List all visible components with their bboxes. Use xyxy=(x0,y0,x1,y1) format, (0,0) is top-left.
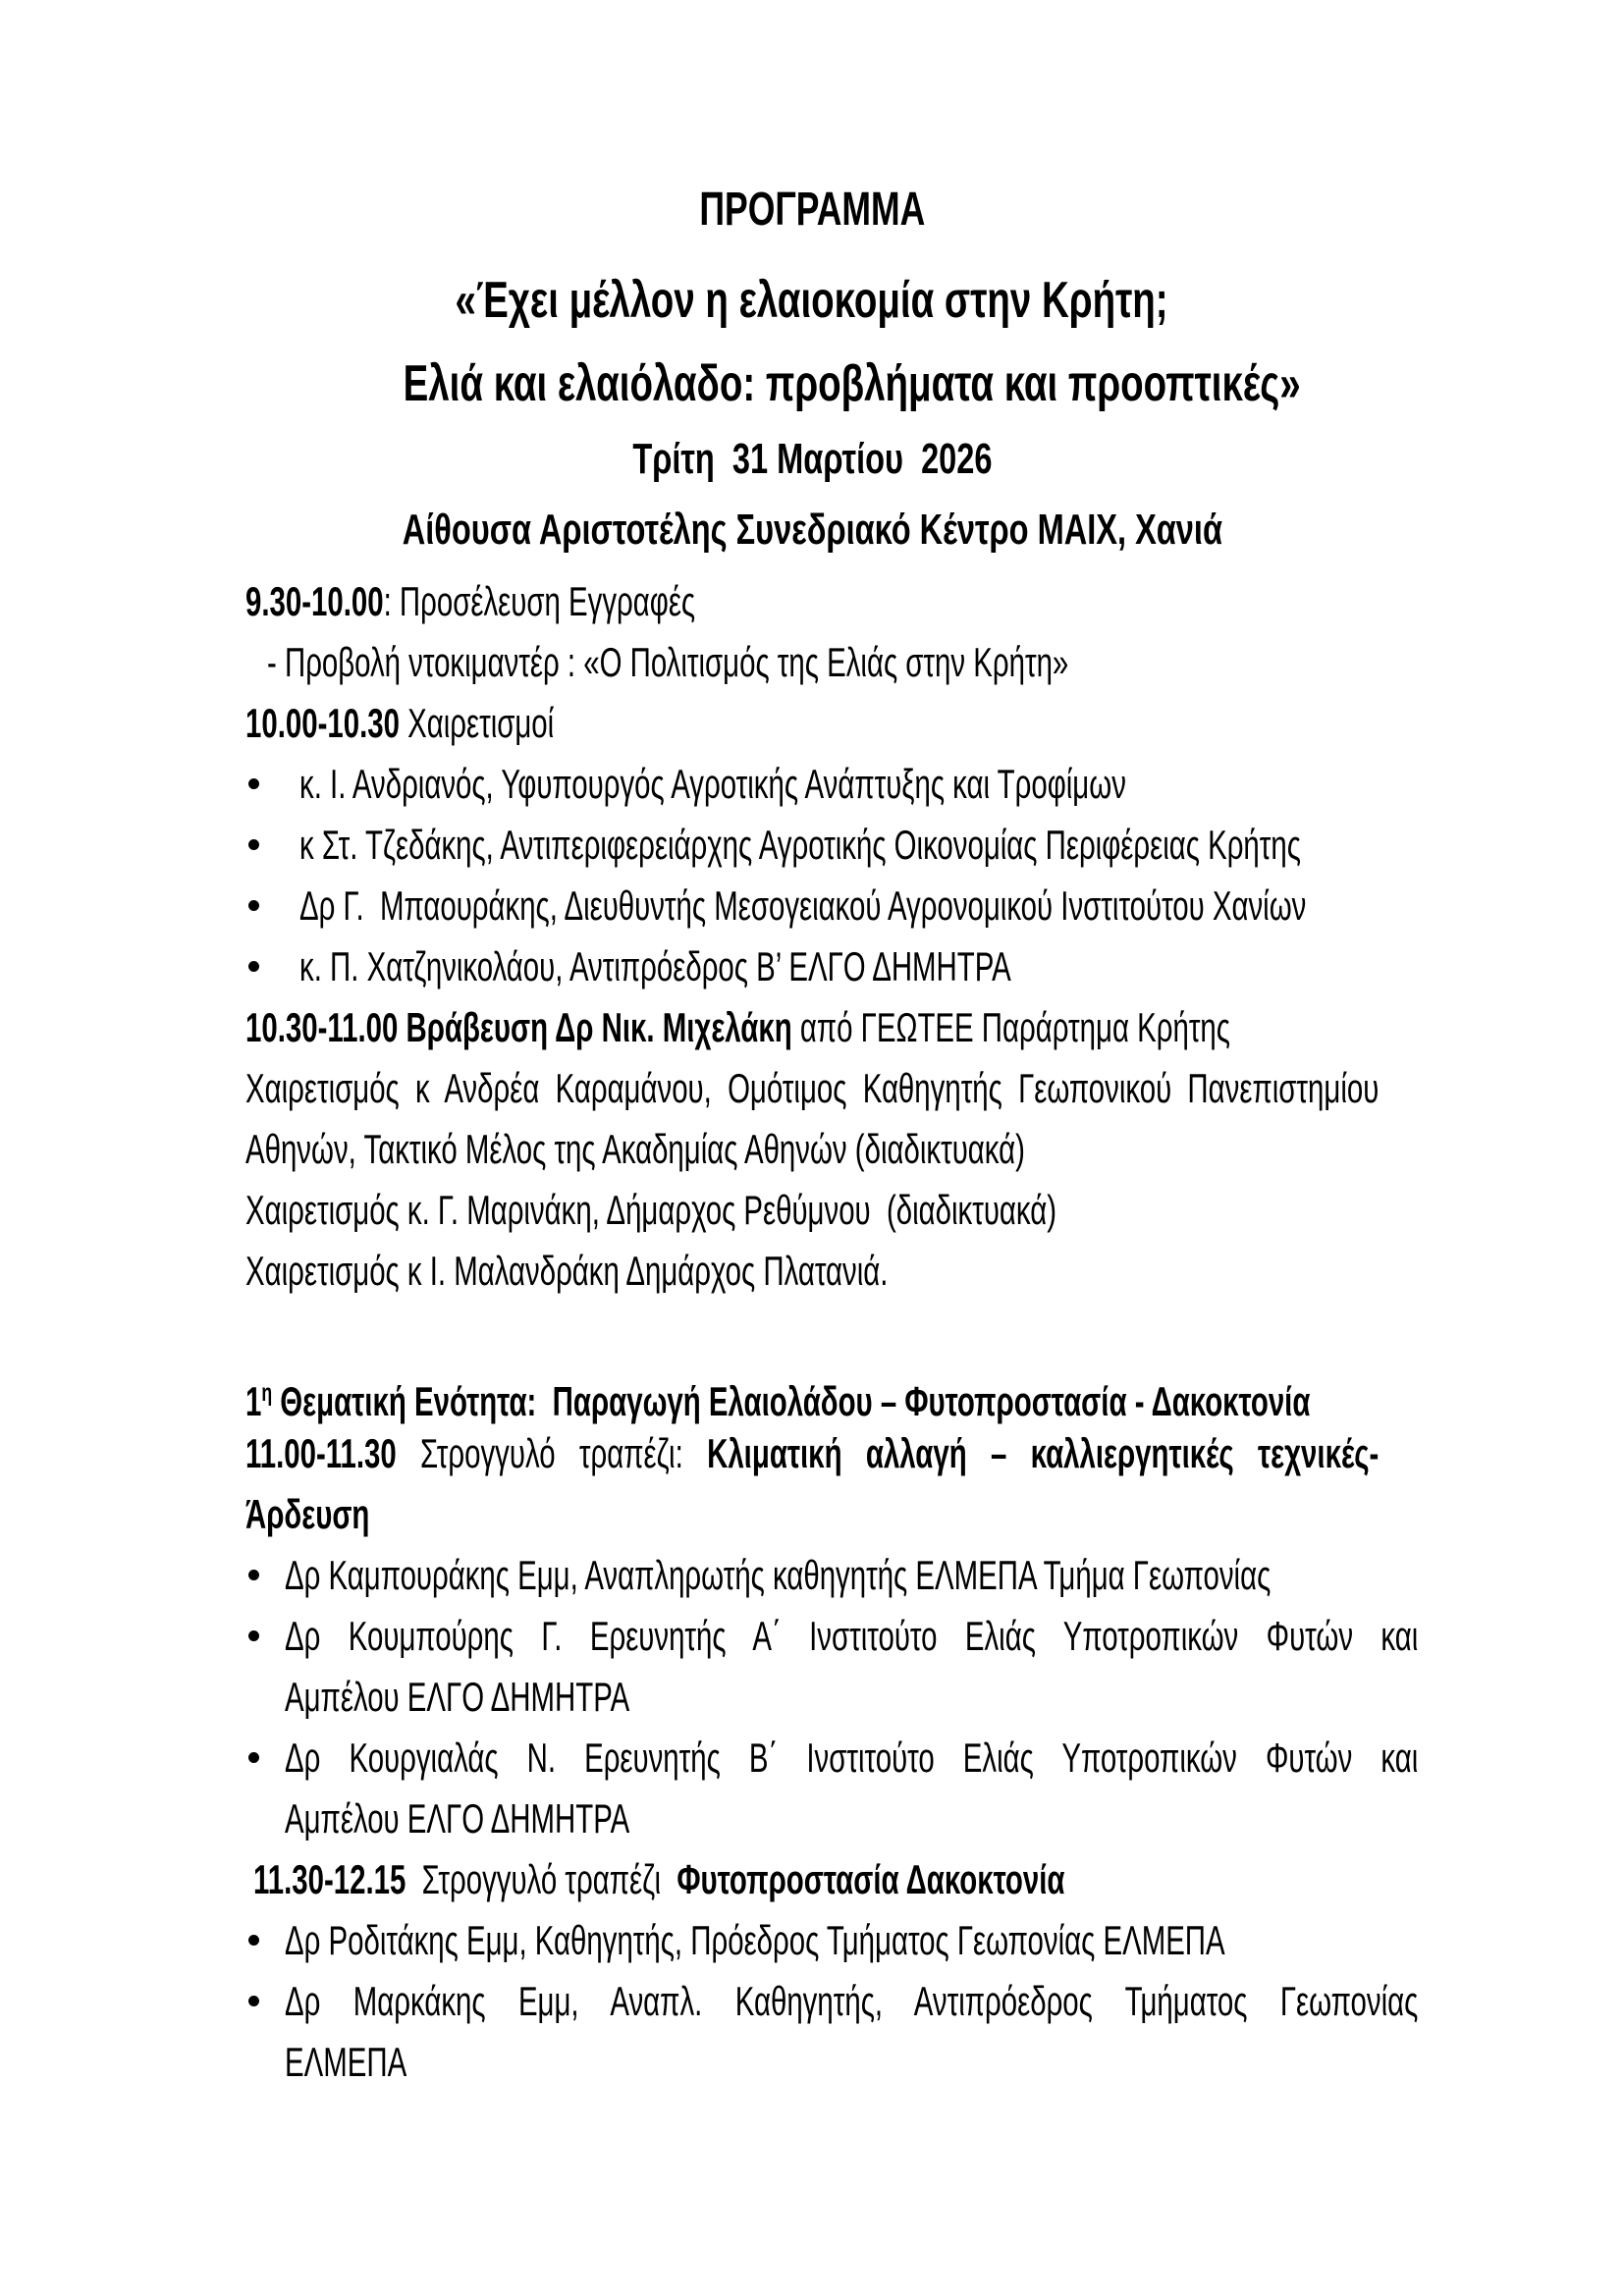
award-rest-text: από ΓΕΩΤΕΕ Παράρτημα Κρήτης xyxy=(791,1004,1230,1050)
roundtable1-label: Στρογγυλό τραπέζι: xyxy=(396,1430,708,1476)
schedule-line-roundtable1-cont xyxy=(245,1484,1379,1545)
documentary-text: - Προβολή ντοκιμαντέρ : «Ο Πολιτισμός της Ελιάς στην Κρήτη» xyxy=(267,639,1069,685)
roundtable2-label: Στρογγυλό τραπέζι xyxy=(406,1856,677,1902)
schedule-line-award xyxy=(245,997,1379,1058)
speaker-item-continuation xyxy=(245,2032,1379,2093)
speaker-text-cont: ΕΛΜΕΠΑ xyxy=(285,2039,407,2085)
roundtable2-topic: Φυτοπροστασία Δακοκτονία xyxy=(677,1856,1065,1902)
bullet-icon xyxy=(248,1630,259,1641)
greeter-item xyxy=(245,936,1379,997)
speaker-item xyxy=(245,1606,1419,1667)
session1-ordinal: η xyxy=(261,1379,273,1407)
bullet-icon xyxy=(248,1752,259,1763)
greetings-text: Χαιρετισμοί xyxy=(399,700,555,746)
program-body xyxy=(245,571,1419,2093)
greeting-karamanou-text2: Αθηνών, Τακτικό Μέλος της Ακαδημίας Αθηνών (διαδικτυακά) xyxy=(245,1126,1025,1172)
time-greetings: 10.00-10.30 xyxy=(245,700,400,746)
speaker-item xyxy=(245,1545,1379,1606)
greeter-item xyxy=(245,815,1379,876)
session1-heading-text: Θεματική Ενότητα: Παραγωγή Ελαιολάδου – Φυτοπροστασία - Δακοκτονία xyxy=(272,1378,1311,1424)
schedule-line-greetings xyxy=(245,693,1379,754)
subtitle-line-1-text: «Έχει μέλλον η ελαιοκομία στην Κρήτη; xyxy=(455,272,1169,329)
event-date xyxy=(245,435,1379,483)
document-title xyxy=(245,184,1379,236)
speaker-item-continuation xyxy=(245,1667,1379,1728)
bullet-icon xyxy=(248,900,259,911)
greeter-item xyxy=(245,754,1379,815)
bullet-icon xyxy=(248,839,259,850)
greeting-malandrakis xyxy=(245,1241,1379,1302)
schedule-line-arrival xyxy=(245,571,1379,632)
bullet-icon xyxy=(248,961,259,972)
greeting-marinakis-text: Χαιρετισμός κ. Γ. Μαρινάκη, Δήμαρχος Ρεθύμνου (διαδικτυακά) xyxy=(245,1187,1057,1233)
greeting-karamanou-line1 xyxy=(245,1058,1379,1119)
speaker-item xyxy=(245,1971,1419,2032)
event-venue-text: Αίθουσα Αριστοτέλης Συνεδριακό Κέντρο ΜΑΙΧ, Χανιά xyxy=(402,506,1222,554)
blank-line xyxy=(245,1302,1379,1362)
greeter-text: κ. Ι. Ανδριανός, Υφυπουργός Αγροτικής Ανάπτυξης και Τροφίμων xyxy=(299,761,1126,807)
greeting-marinakis xyxy=(245,1180,1379,1241)
speaker-item-continuation xyxy=(245,1789,1379,1849)
subtitle-line-1 xyxy=(245,272,1379,329)
speaker-text-cont: Αμπέλου ΕΛΓΟ ΔΗΜΗΤΡΑ xyxy=(285,1795,630,1842)
award-bold-text: 10.30-11.00 Βράβευση Δρ Νικ. Μιχελάκη xyxy=(245,1004,792,1050)
event-venue xyxy=(245,508,1379,552)
speaker-text: Δρ Καμπουράκης Εμμ, Αναπληρωτής καθηγητής ΕΛΜΕΠΑ Τμήμα Γεωπονίας xyxy=(285,1552,1272,1598)
speaker-text: Δρ Ροδιτάκης Εμμ, Καθηγητής, Πρόεδρος Τμήματος Γεωπονίας ΕΛΜΕΠΑ xyxy=(285,1917,1225,1963)
greeting-karamanou-line2 xyxy=(245,1119,1379,1180)
session1-heading xyxy=(245,1362,1379,1423)
bullet-icon xyxy=(248,1935,259,1946)
schedule-line-documentary xyxy=(245,632,1379,693)
session1-number: 1 xyxy=(245,1378,262,1424)
speaker-text: Δρ Κουργιαλάς Ν. Ερευνητής Β΄ Ινστιτούτο Ελιάς Υποτροπικών Φυτών και xyxy=(285,1735,1419,1781)
subtitle-line-2-text: Ελιά και ελαιόλαδο: προβλήματα και προοπτικές» xyxy=(403,355,1301,412)
speaker-item xyxy=(245,1728,1419,1789)
time-roundtable1: 11.00-11.30 xyxy=(245,1430,397,1476)
speaker-text-cont: Αμπέλου ΕΛΓΟ ΔΗΜΗΤΡΑ xyxy=(285,1674,630,1720)
greeter-text: Δρ Γ. Μπαουράκης, Διευθυντής Μεσογειακού Αγρονομικού Ινστιτούτου Χανίων xyxy=(299,882,1307,929)
document-title-text: ΠΡΟΓΡΑΜΜΑ xyxy=(699,184,925,236)
bullet-icon xyxy=(248,1996,259,2006)
time-arrival: 9.30-10.00 xyxy=(245,578,384,624)
bullet-icon xyxy=(248,1570,259,1580)
greeting-karamanou-text1: Χαιρετισμός κ Ανδρέα Καραμάνου, Ομότιμος Καθηγητής Γεωπονικού Πανεπιστημίου xyxy=(245,1065,1380,1111)
arrival-text: : Προσέλευση Εγγραφές xyxy=(383,578,696,624)
roundtable1-topic-cont: Άρδευση xyxy=(245,1491,370,1537)
greeter-text: κ. Π. Χατζηνικολάου, Αντιπρόεδρος Β’ ΕΛΓΟ ΔΗΜΗΤΡΑ xyxy=(299,943,1011,989)
subtitle-line-2 xyxy=(245,355,1379,412)
speaker-item xyxy=(245,1910,1379,1971)
speaker-text: Δρ Κουμπούρης Γ. Ερευνητής Α΄ Ινστιτούτο Ελιάς Υποτροπικών Φυτών και xyxy=(285,1613,1419,1659)
greeting-malandrakis-text: Χαιρετισμός κ Ι. Μαλανδράκη Δημάρχος Πλατανιά. xyxy=(245,1248,889,1294)
schedule-line-roundtable2 xyxy=(245,1849,1379,1910)
roundtable1-topic: Κλιματική αλλαγή – καλλιεργητικές τεχνικές- xyxy=(707,1430,1380,1476)
greeter-item xyxy=(245,876,1379,936)
schedule-line-roundtable1 xyxy=(245,1423,1379,1484)
event-date-text: Τρίτη 31 Μαρτίου 2026 xyxy=(631,435,993,483)
speaker-text: Δρ Μαρκάκης Εμμ, Αναπλ. Καθηγητής, Αντιπρόεδρος Τμήματος Γεωπονίας xyxy=(285,1978,1419,2024)
time-roundtable2: 11.30-12.15 xyxy=(253,1856,406,1902)
greeter-text: κ Στ. Τζεδάκης, Αντιπεριφερειάρχης Αγροτικής Οικονομίας Περιφέρειας Κρήτης xyxy=(299,822,1301,868)
bullet-icon xyxy=(248,778,259,789)
